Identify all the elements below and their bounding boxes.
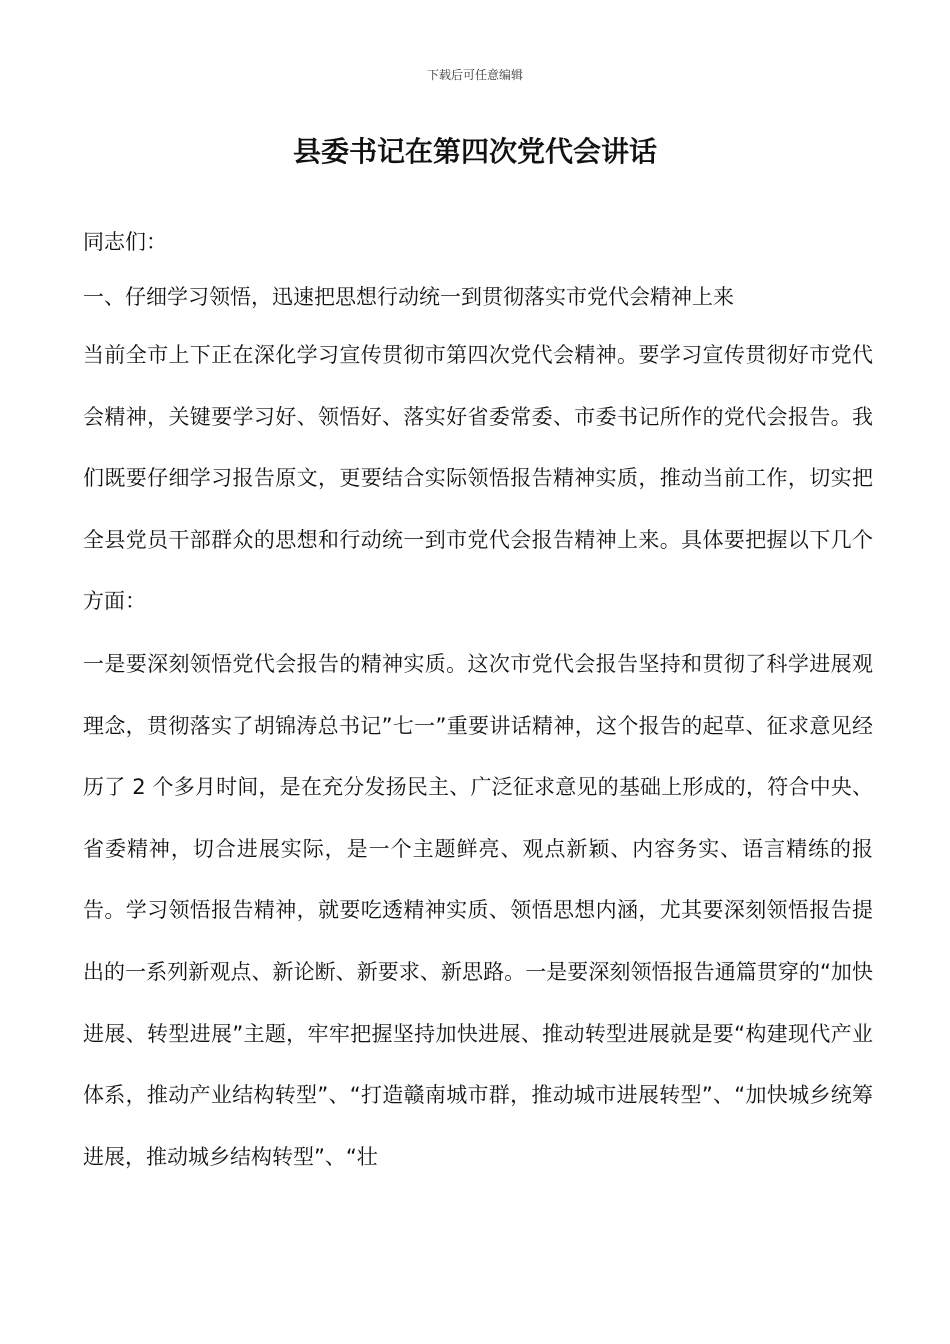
- header-note: 下载后可任意编辑: [426, 68, 523, 82]
- paragraph: 当前全市上下正在深化学习宣传贯彻市第四次党代会精神。要学习宣传贯彻好市党代会精神，关键要学习好、领悟好、落实好省委常委、市委书记所作的党代会报告。我们既要仔细学习报告原文，更要结合实际领悟报告精神实质，推动当前工作，切实把全县党员干部群众的思想和行动统一到市党代会报告精神上来。具体要把握以下几个方面：: [83, 343, 873, 614]
- paragraph: 一是要深刻领悟党代会报告的精神实质。这次市党代会报告坚持和贯彻了科学进展观理念，贯彻落实了胡锦涛总书记”七一”重要讲话精神，这个报告的起草、征求意见经历了 2 个多月时间，是在充分发扬民主、广泛征求意见的基础上形成的，符合中央、省委精神，切合进展实际，是一个主题鲜亮、观点新颖、内容务实、语言精练的报告。学习领悟报告精神，就要吃透精神实质、领悟思想内涵，尤其要深刻领悟报告提出的一系列新观点、新论断、新要求、新思路。一是要深刻领悟报告通篇贯穿的“加快进展、转型进展”主题，牢牢把握坚持加快进展、推动转型进展就是要“构建现代产业体系，推动产业结构转型”、“打造赣南城市群，推动城市进展转型”、“加快城乡统筹进展，推动城乡结构转型”、“壮: [83, 652, 873, 1169]
- section-heading: 一、仔细学习领悟，迅速把思想行动统一到贯彻落实市党代会精神上来: [83, 285, 734, 309]
- document-title: 县委书记在第四次党代会讲话: [292, 135, 657, 168]
- salutation: 同志们：: [83, 230, 167, 254]
